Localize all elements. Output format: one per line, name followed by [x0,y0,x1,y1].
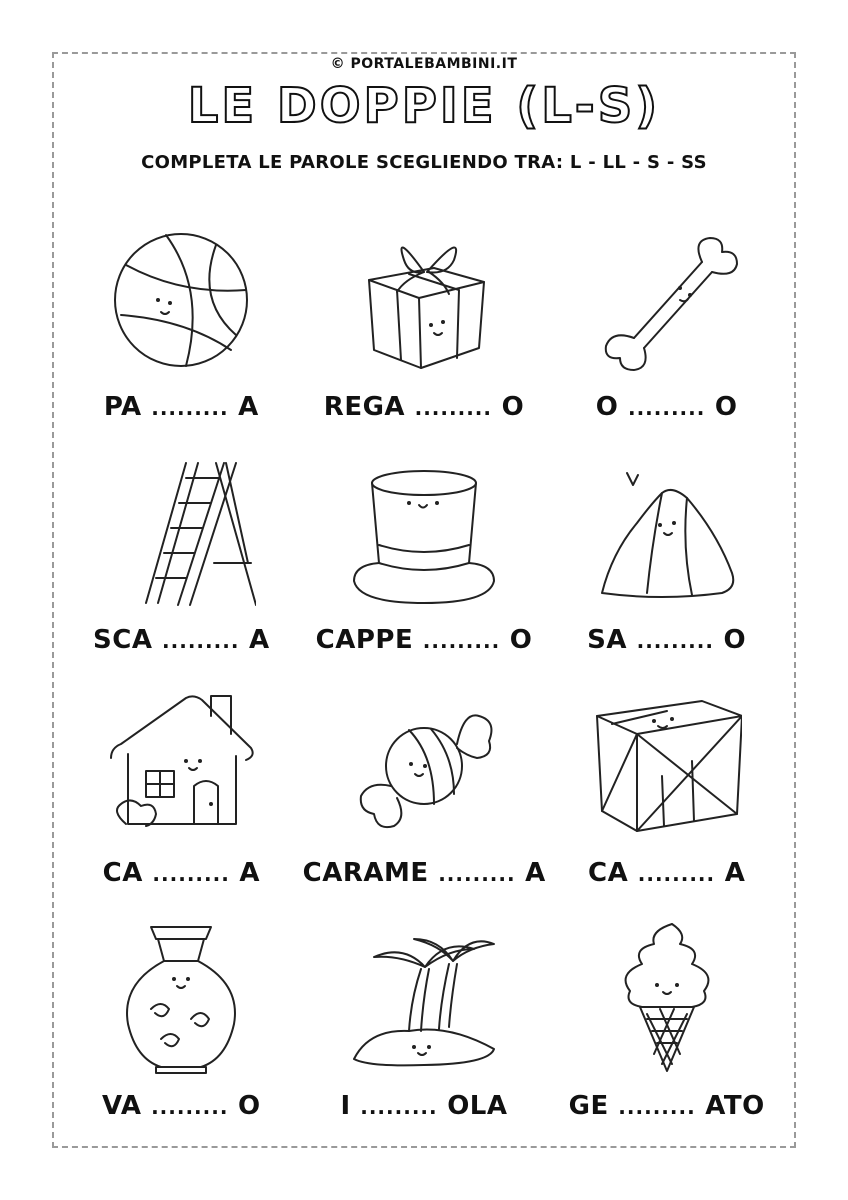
word-to-complete: CARAME ......... A [302,858,546,888]
exercise-item [545,212,788,445]
exercise-item [60,911,303,1144]
word-to-complete: CAPPE ......... O [315,625,533,655]
basketball-icon [106,220,256,375]
blank-line[interactable]: ......... [360,1095,438,1119]
blank-line[interactable]: ......... [422,629,501,653]
exercise-item [60,445,303,678]
blank-line[interactable]: ......... [636,629,714,653]
blank-line[interactable]: ......... [151,1095,229,1119]
ice-cream-icon [592,919,742,1074]
page-title: LE DOPPIE (L-S) [187,78,661,134]
crate-icon [592,686,742,841]
word-to-complete: SA ......... O [587,625,747,655]
word-to-complete: VA ......... O [102,1091,261,1121]
word-to-complete: REGA ......... O [323,392,525,422]
blank-line[interactable]: ......... [627,396,706,420]
blank-line[interactable]: ......... [151,396,229,420]
instructions: COMPLETA LE PAROLE SCEGLIENDO TRA: L - LL - S - SS [141,152,707,173]
blank-line[interactable]: ......... [618,1095,696,1119]
exercise-item [303,445,546,678]
word-to-complete: CA ......... A [102,858,260,888]
word-to-complete: O ......... O [595,392,738,422]
ladder-icon [106,453,256,608]
blank-line[interactable]: ......... [438,862,516,886]
exercise-item [303,678,546,911]
gift-box-icon [349,220,499,375]
blank-line[interactable]: ......... [162,629,240,653]
bone-icon [592,220,742,375]
island-icon [349,919,499,1074]
blank-line[interactable]: ......... [637,862,716,886]
top-hat-icon [349,453,499,608]
vase-icon [106,919,256,1074]
blank-line[interactable]: ......... [152,862,230,886]
exercise-item [60,678,303,911]
exercise-item [545,911,788,1144]
exercise-item [545,678,788,911]
word-to-complete: CA ......... A [587,858,746,888]
house-icon [106,686,256,841]
word-to-complete: I ......... OLA [340,1091,508,1121]
word-to-complete: PA ......... A [103,392,259,422]
credit-text: © PORTALEBAMBINI.IT [330,56,518,72]
word-to-complete: GE ......... ATO [568,1091,765,1121]
exercise-item [303,212,546,445]
blank-line[interactable]: ......... [414,396,492,420]
exercise-item [545,445,788,678]
rock-icon [592,453,742,608]
exercise-grid [60,212,788,1144]
exercise-item [60,212,303,445]
word-to-complete: SCA ......... A [93,625,270,655]
exercise-item [303,911,546,1144]
candy-icon [349,686,499,841]
